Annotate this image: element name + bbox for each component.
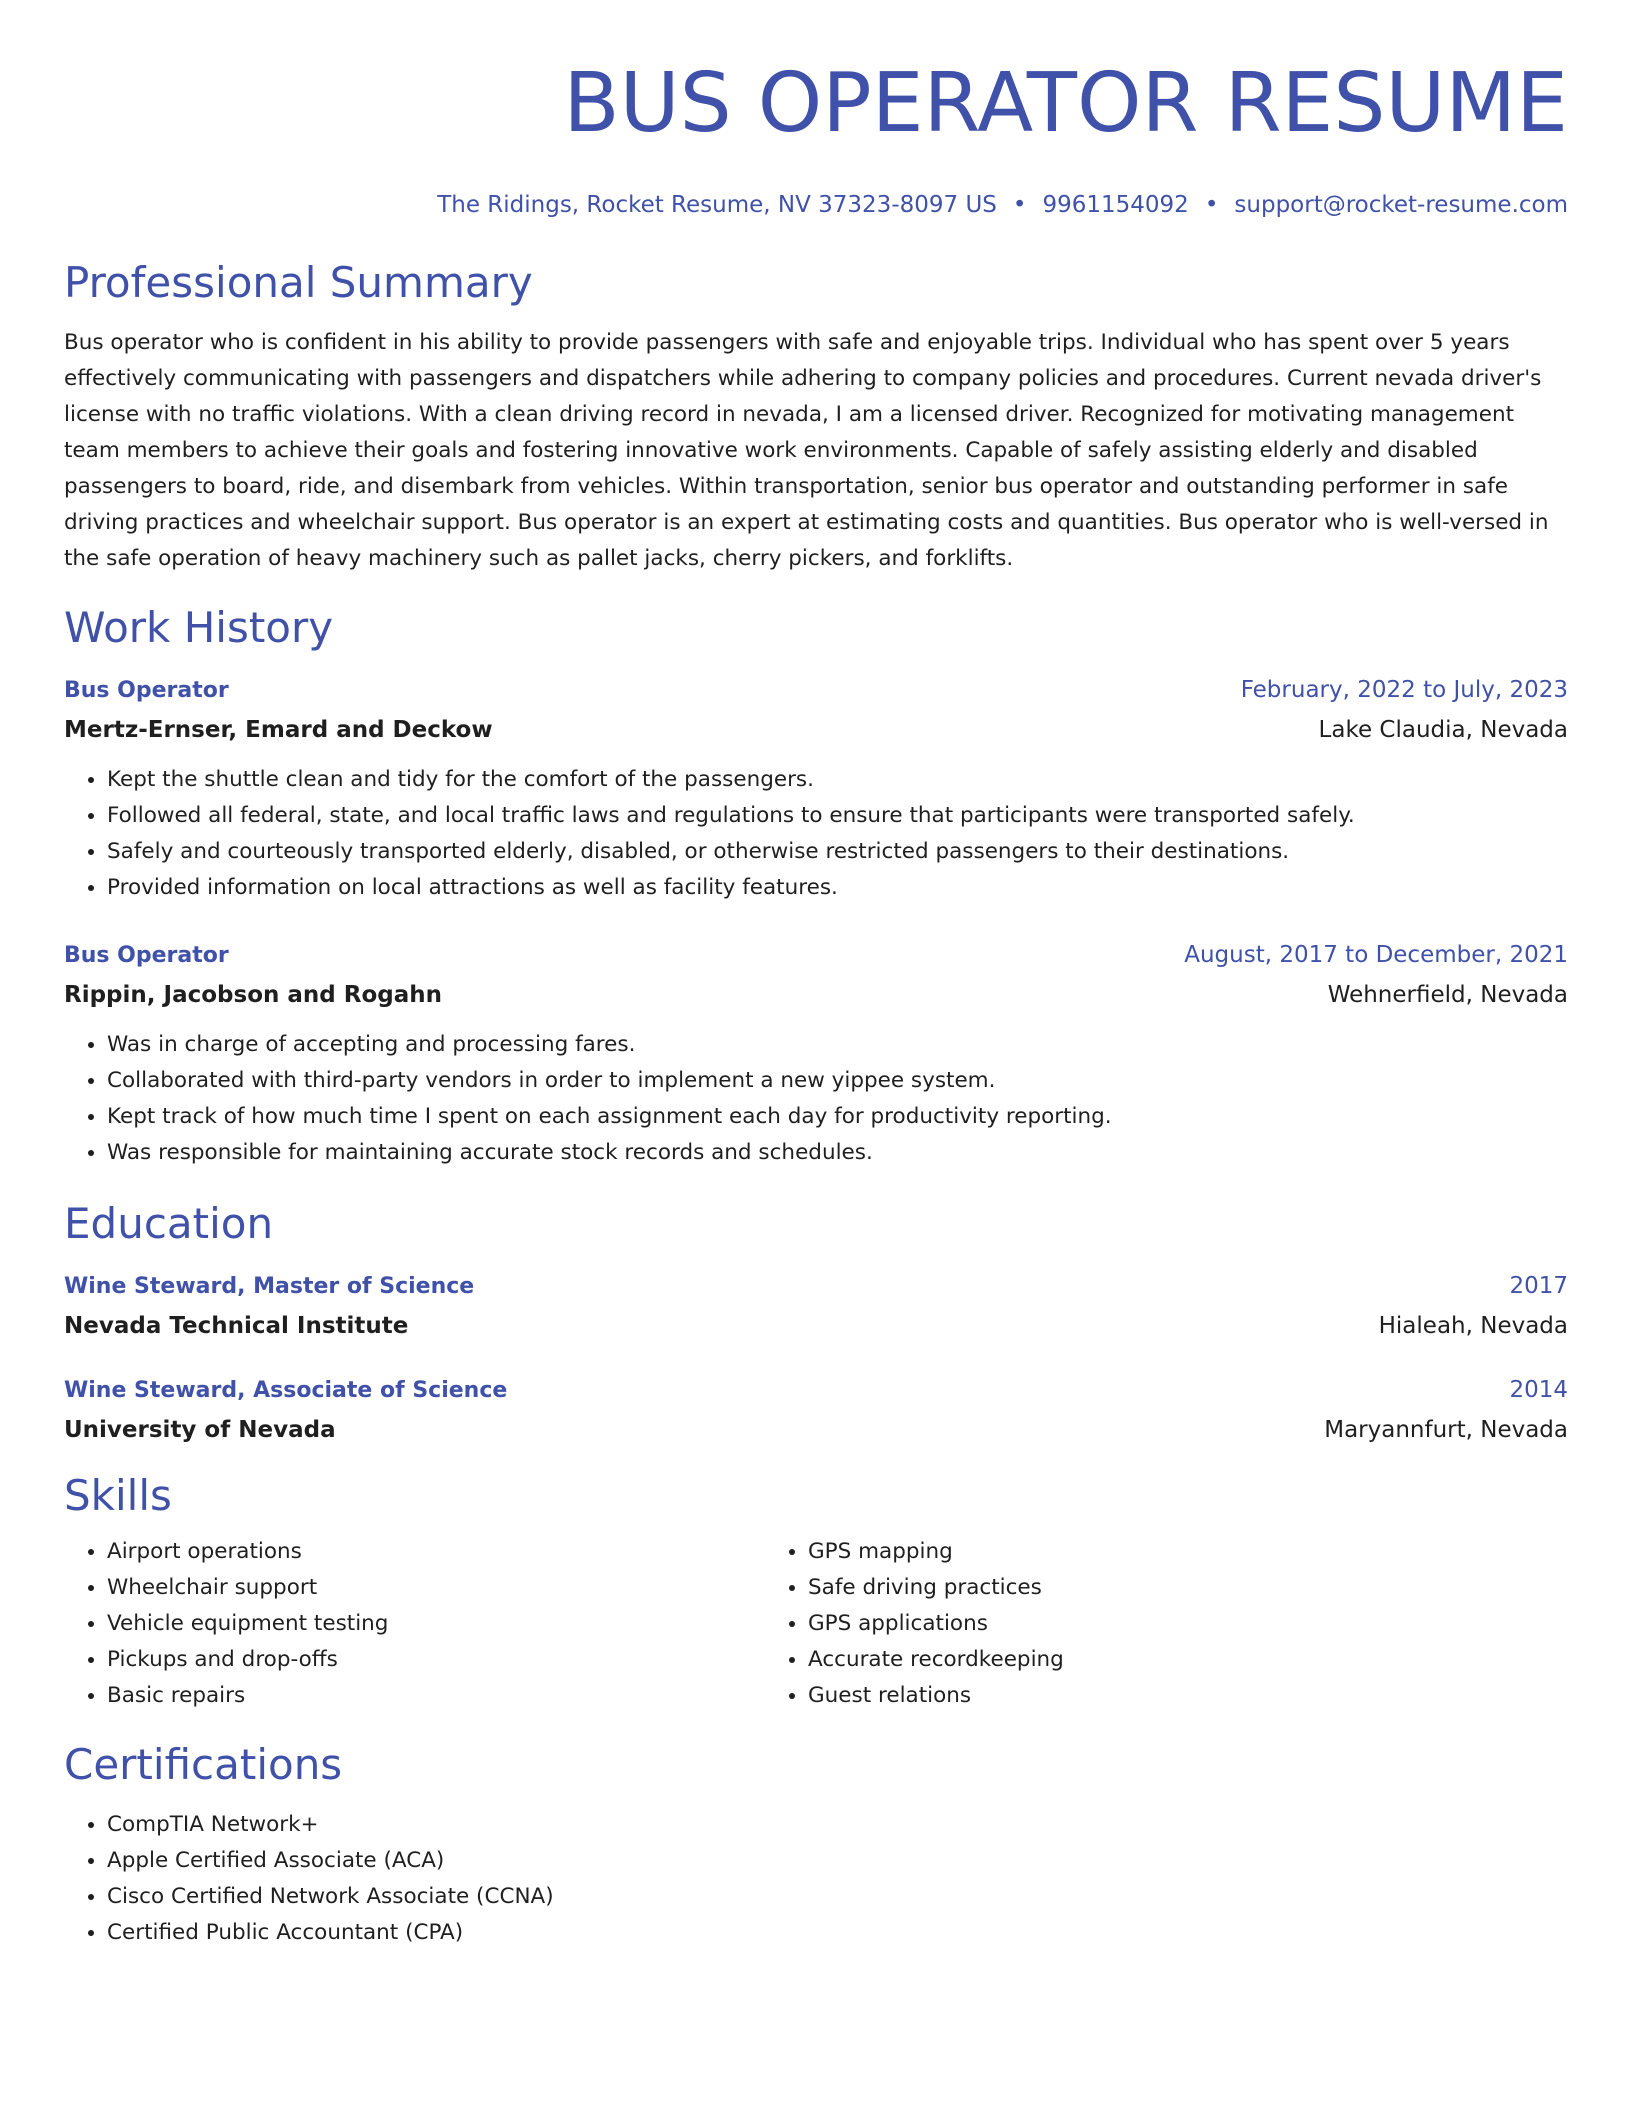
job-bullet: • Collaborated with third-party vendors in order to implement a new yippee system.: [107, 1063, 1568, 1099]
certification-item: • Certified Public Accountant (CPA): [107, 1915, 1568, 1951]
job-bullet: • Was in charge of accepting and processing fares.: [107, 1027, 1568, 1063]
certification-item: • Apple Certified Associate (ACA): [107, 1843, 1568, 1879]
education-degree: Wine Steward, Master of Science: [64, 1274, 475, 1299]
education-year: 2014: [1509, 1377, 1568, 1403]
job-entry: [64, 675, 1568, 906]
summary-text: Bus operator who is confident in his ability to provide passengers with safe and enjoyable trips. Individual who has spent over 5 years effectively communicating with passengers and dispatchers while adhering to company policies and procedures. Current nevada driver's license with no traffic violations. With a clean driving record in nevada, I am a licensed driver. Recognized for motivating management team members to achieve their goals and fostering innovative work environments. Capable of safely assisting elderly and disabled passengers to board, ride, and disembark from vehicles. Within transportation, senior bus operator and outstanding performer in safe driving practices and wheelchair support. Bus operator is an expert at estimating costs and quantities. Bus operator who is well-versed in the safe operation of heavy machinery such as pallet jacks, cherry pickers, and forklifts.: [64, 330, 1549, 571]
job-bullets: [64, 762, 1568, 906]
skills-list-left: [64, 1534, 760, 1714]
job-location: Wehnerfield, Nevada: [1327, 982, 1568, 1008]
job-bullet: • Followed all federal, state, and local traffic laws and regulations to ensure that participants were transported safely.: [107, 798, 1568, 834]
education-entry: [64, 1271, 1568, 1341]
skill-item: • Basic repairs: [107, 1678, 760, 1714]
skill-item: • GPS mapping: [808, 1534, 1456, 1570]
skill-item: • Airport operations: [107, 1534, 760, 1570]
job-dates: February, 2022 to July, 2023: [1240, 677, 1568, 703]
certification-item: • CompTIA Network+: [107, 1807, 1568, 1843]
job-role: Bus Operator: [64, 943, 229, 968]
skill-item: • Safe driving practices: [808, 1570, 1456, 1606]
job-bullet: • Safely and courteously transported elderly, disabled, or otherwise restricted passengers to their destinations.: [107, 834, 1568, 870]
contact-address: The Ridings, Rocket Resume, NV 37323-8097 US: [437, 192, 997, 218]
certifications-list: [64, 1807, 1568, 1951]
contact-phone: 9961154092: [1042, 192, 1189, 218]
job-bullet: • Provided information on local attractions as well as facility features.: [107, 870, 1568, 906]
skill-item: • Guest relations: [808, 1678, 1456, 1714]
contact-line: [64, 190, 1568, 220]
contact-email: support@rocket-resume.com: [1234, 192, 1568, 218]
job-bullet: • Kept the shuttle clean and tidy for the comfort of the passengers.: [107, 762, 1568, 798]
education-location: Maryannfurt, Nevada: [1324, 1417, 1568, 1443]
section-title-summary: Professional Summary: [64, 258, 533, 307]
resume-title: BUS OPERATOR RESUME: [563, 56, 1568, 151]
job-bullets: [64, 1027, 1568, 1171]
education-degree: Wine Steward, Associate of Science: [64, 1378, 508, 1403]
skill-item: • Wheelchair support: [107, 1570, 760, 1606]
education-entry: [64, 1375, 1568, 1445]
job-dates: August, 2017 to December, 2021: [1184, 942, 1568, 968]
job-bullet: • Kept track of how much time I spent on each assignment each day for productivity reporting.: [107, 1099, 1568, 1135]
section-title-certifications: Certifications: [64, 1740, 343, 1789]
education-year: 2017: [1509, 1273, 1568, 1299]
resume-header: [64, 56, 1568, 220]
section-title-work-history: Work History: [64, 603, 334, 652]
job-company: Rippin, Jacobson and Rogahn: [64, 982, 442, 1008]
job-location: Lake Claudia, Nevada: [1318, 717, 1568, 743]
skills-list-right: [760, 1534, 1456, 1714]
job-role: Bus Operator: [64, 678, 229, 703]
contact-separator: •: [1012, 192, 1027, 218]
skill-item: • GPS applications: [808, 1606, 1456, 1642]
section-title-education: Education: [64, 1199, 274, 1248]
education-school: Nevada Technical Institute: [64, 1313, 409, 1339]
skills-grid: [64, 1534, 1568, 1714]
skill-item: • Pickups and drop-offs: [107, 1642, 760, 1678]
education-school: University of Nevada: [64, 1417, 336, 1443]
skill-item: • Accurate recordkeeping: [808, 1642, 1456, 1678]
section-title-skills: Skills: [64, 1471, 172, 1520]
job-entry: [64, 940, 1568, 1171]
education-location: Hialeah, Nevada: [1378, 1313, 1568, 1339]
skill-item: • Vehicle equipment testing: [107, 1606, 760, 1642]
job-bullet: • Was responsible for maintaining accurate stock records and schedules.: [107, 1135, 1568, 1171]
contact-separator: •: [1204, 192, 1219, 218]
job-company: Mertz-Ernser, Emard and Deckow: [64, 717, 493, 743]
certification-item: • Cisco Certified Network Associate (CCNA): [107, 1879, 1568, 1915]
